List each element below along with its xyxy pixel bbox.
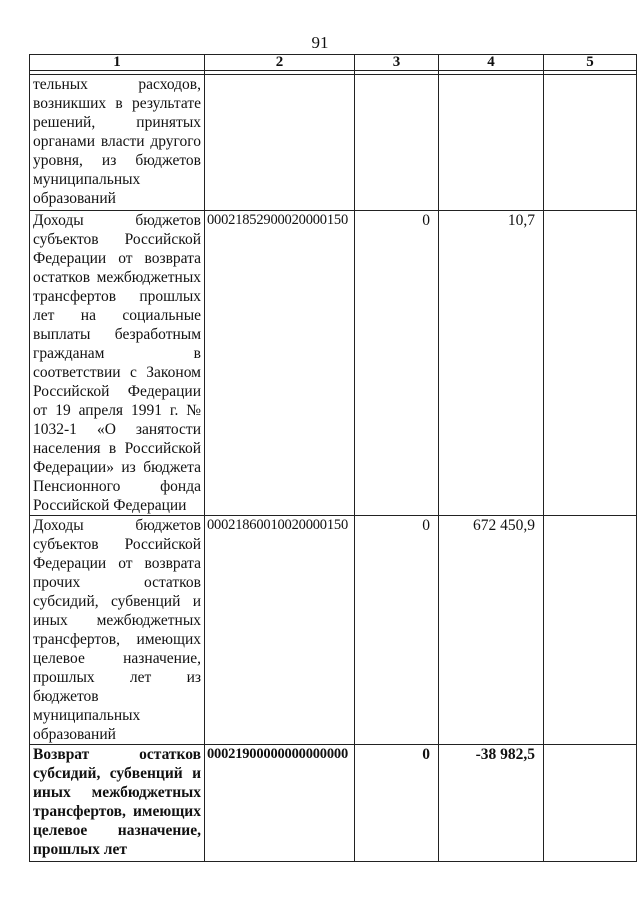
row-name: Доходы бюджетов субъектов Российской Федерации от возврата прочих остатков субсидий, субвенций и иных межбюджетных трансфертов, имеющих целевое назначение, прошлых лет из бюджетов муниципальных образований: [30, 516, 205, 745]
row-code: [205, 75, 355, 211]
header-col-1: 1: [30, 55, 205, 71]
page-number: 91: [311, 33, 329, 52]
header-row: [30, 55, 637, 71]
row-name: Возврат остатков субсидий, субвенций и иных межбюджетных трансфертов, имеющих целевое назначение, прошлых лет: [30, 745, 205, 862]
row-name: тельных расходов, возникших в результате решений, принятых органами власти другого уровня, из бюджетов муниципальных образований: [30, 75, 205, 211]
row-code: 00021860010020000150: [205, 516, 355, 745]
row-col4: 10,7: [439, 211, 544, 516]
table-row: [30, 75, 637, 211]
row-col3: 0: [355, 745, 439, 862]
table-row: [30, 745, 637, 862]
row-code: 00021852900020000150: [205, 211, 355, 516]
row-code: 00021900000000000000: [205, 745, 355, 862]
budget-table: [29, 54, 637, 862]
row-col3: 0: [355, 211, 439, 516]
row-name: Доходы бюджетов субъектов Российской Федерации от возврата остатков межбюджетных трансфертов прошлых лет на социальные выплаты безработным гражданам в соответствии с Законом Российской Федерации от 19 апреля 1991 г. № 1032-1 «О занятости населения в Российской Федерации» из бюджета Пенсионного фонда Российской Федерации: [30, 211, 205, 516]
row-col5: [544, 211, 637, 516]
row-col5: [544, 75, 637, 211]
row-col4: [439, 75, 544, 211]
row-col3: [355, 75, 439, 211]
header-col-4: 4: [439, 55, 544, 71]
row-col3: 0: [355, 516, 439, 745]
header-col-5: 5: [544, 55, 637, 71]
row-col5: [544, 745, 637, 862]
row-col4: 672 450,9: [439, 516, 544, 745]
header-col-3: 3: [355, 55, 439, 71]
header-col-2: 2: [205, 55, 355, 71]
row-col4: -38 982,5: [439, 745, 544, 862]
table-row: [30, 211, 637, 516]
row-col5: [544, 516, 637, 745]
table-row: [30, 516, 637, 745]
